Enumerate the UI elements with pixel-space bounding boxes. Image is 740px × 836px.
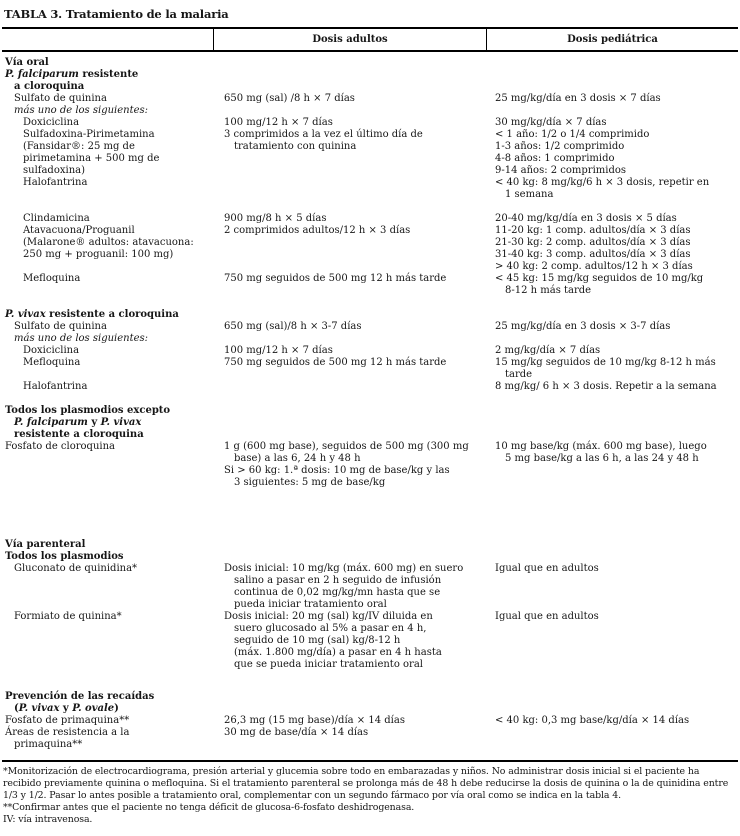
drug-label-cell bbox=[2, 105, 214, 117]
label-text: a cloroquina bbox=[14, 81, 85, 92]
drug-label-line bbox=[2, 405, 214, 417]
row-spacer bbox=[2, 671, 738, 691]
adult-dose-line: 750 mg seguidos de 500 mg 12 h más tarde bbox=[224, 273, 447, 284]
pediatric-dose-line: Igual que en adultos bbox=[495, 563, 599, 574]
pediatric-dose-line: 4-8 años: 1 comprimido bbox=[495, 153, 615, 164]
pediatric-dose-cell bbox=[487, 381, 738, 393]
pediatric-dose-line: tarde bbox=[505, 369, 533, 380]
pediatric-dose-cell bbox=[487, 539, 738, 551]
drug-label-line bbox=[2, 345, 214, 357]
adult-dose-cell bbox=[214, 321, 487, 333]
pediatric-dose-line: < 45 kg: 15 mg/kg seguidos de 10 mg/kg bbox=[495, 273, 704, 284]
table-row bbox=[2, 691, 738, 715]
table-row bbox=[2, 345, 738, 357]
drug-label-line bbox=[2, 429, 214, 441]
pediatric-dose-line: 21-30 kg: 2 comp. adultos/día × 3 días bbox=[495, 237, 691, 248]
drug-label-line bbox=[2, 417, 214, 429]
label-text: y bbox=[59, 703, 73, 714]
adult-dose-cell bbox=[214, 105, 487, 117]
table-row bbox=[2, 225, 738, 273]
drug-label-line bbox=[2, 57, 214, 69]
table-row bbox=[2, 129, 738, 201]
adult-dose-line: 100 mg/12 h × 7 días bbox=[224, 345, 333, 356]
pediatric-dose-line: 10 mg base/kg (máx. 600 mg base), luego bbox=[495, 441, 707, 452]
adult-dose-cell bbox=[214, 611, 487, 671]
table-row bbox=[2, 715, 738, 727]
drug-label-line bbox=[2, 93, 214, 105]
label-text: Vía oral bbox=[5, 57, 49, 68]
label-text: Halofantrina bbox=[23, 381, 88, 392]
drug-label-line bbox=[2, 273, 214, 285]
table-row bbox=[2, 551, 738, 563]
pediatric-dose-line: 11-20 kg: 1 comp. adultos/día × 3 días bbox=[495, 225, 691, 236]
pediatric-dose-line: < 40 kg: 0,3 mg base/kg/día × 14 días bbox=[495, 715, 690, 726]
adult-dose-cell bbox=[214, 715, 487, 727]
adult-dose-cell bbox=[214, 441, 487, 489]
pediatric-dose-cell bbox=[487, 69, 738, 93]
drug-label-line bbox=[2, 249, 214, 261]
drug-label-line bbox=[2, 381, 214, 393]
label-text: resistente bbox=[78, 69, 139, 80]
drug-label-cell bbox=[2, 213, 214, 225]
pediatric-dose-cell bbox=[487, 57, 738, 69]
pediatric-dose-line: 31-40 kg: 3 comp. adultos/día × 3 días bbox=[495, 249, 691, 260]
adult-dose-line: 900 mg/8 h × 5 días bbox=[224, 213, 327, 224]
label-text: Formiato de quinina* bbox=[14, 611, 122, 622]
drug-label-line bbox=[2, 551, 214, 563]
pediatric-dose-cell bbox=[487, 551, 738, 563]
drug-label-cell bbox=[2, 563, 214, 611]
pediatric-dose-line: < 1 año: 1/2 o 1/4 comprimido bbox=[495, 129, 650, 140]
adult-dose-line: salino a pasar en 2 h seguido de infusión bbox=[234, 575, 442, 586]
table-row bbox=[2, 309, 738, 321]
table-row bbox=[2, 727, 738, 751]
drug-label-line bbox=[2, 129, 214, 141]
footnote-text: IV: vía intravenosa. bbox=[3, 814, 93, 825]
table-row bbox=[2, 273, 738, 297]
label-text: P. vivax bbox=[18, 703, 60, 714]
drug-label-cell bbox=[2, 357, 214, 381]
drug-label-cell bbox=[2, 225, 214, 273]
drug-label-line bbox=[2, 81, 214, 93]
pediatric-dose-line: 8 mg/kg/ 6 h × 3 dosis. Repetir a la semana bbox=[495, 381, 717, 392]
drug-label-line bbox=[2, 105, 214, 117]
pediatric-dose-cell bbox=[487, 309, 738, 321]
table-body bbox=[2, 52, 738, 751]
label-text: Doxiciclina bbox=[23, 345, 80, 356]
adult-dose-cell bbox=[214, 69, 487, 93]
adult-dose-line: pueda iniciar tratamiento oral bbox=[234, 599, 387, 610]
adult-dose-line: continua de 0,02 mg/kg/mn hasta que se bbox=[234, 587, 441, 598]
drug-label-line bbox=[2, 321, 214, 333]
adult-dose-cell bbox=[214, 727, 487, 751]
label-text: P. falciparum bbox=[5, 69, 79, 80]
row-spacer bbox=[2, 297, 738, 309]
adult-dose-cell bbox=[214, 117, 487, 129]
adult-dose-cell bbox=[214, 357, 487, 381]
drug-label-line bbox=[2, 333, 214, 345]
drug-label-line bbox=[2, 237, 214, 249]
drug-label-cell bbox=[2, 309, 214, 321]
pediatric-dose-cell bbox=[487, 321, 738, 333]
label-text: Mefloquina bbox=[23, 273, 81, 284]
drug-label-cell bbox=[2, 381, 214, 393]
table-title: TABLA 3. Tratamiento de la malaria bbox=[4, 7, 229, 21]
label-text: (Malarone® adultos: atavacuona: bbox=[23, 237, 194, 248]
table-row bbox=[2, 563, 738, 611]
adult-dose-cell bbox=[214, 691, 487, 715]
pediatric-dose-cell bbox=[487, 727, 738, 751]
drug-label-line bbox=[2, 739, 214, 751]
pediatric-dose-cell bbox=[487, 715, 738, 727]
pediatric-dose-line: 25 mg/kg/día en 3 dosis × 3-7 días bbox=[495, 321, 671, 332]
label-text: P. vivax bbox=[5, 309, 46, 320]
label-text: P. vivax bbox=[100, 417, 142, 428]
label-text: resistente a cloroquina bbox=[14, 429, 144, 440]
adult-dose-line: 26,3 mg (15 mg base)/día × 14 días bbox=[224, 715, 405, 726]
drug-label-cell bbox=[2, 57, 214, 69]
table-row bbox=[2, 441, 738, 489]
drug-label-cell bbox=[2, 727, 214, 751]
drug-label-line bbox=[2, 117, 214, 129]
table-row bbox=[2, 381, 738, 393]
pediatric-dose-cell bbox=[487, 225, 738, 273]
pediatric-dose-cell bbox=[487, 563, 738, 611]
label-text: primaquina** bbox=[14, 739, 83, 750]
adult-dose-cell bbox=[214, 213, 487, 225]
label-text: P. falciparum bbox=[14, 417, 88, 428]
table-row bbox=[2, 57, 738, 69]
pediatric-dose-cell bbox=[487, 273, 738, 297]
drug-label-cell bbox=[2, 715, 214, 727]
label-text: Fosfato de primaquina** bbox=[5, 715, 130, 726]
adult-dose-line: 750 mg seguidos de 500 mg 12 h más tarde bbox=[224, 357, 447, 368]
table-row bbox=[2, 213, 738, 225]
label-text: Sulfato de quinina bbox=[14, 321, 107, 332]
adult-dose-line: suero glucosado al 5% a pasar en 4 h, bbox=[234, 623, 427, 634]
label-text: Todos los plasmodios bbox=[5, 551, 124, 562]
label-text: (Fansidar®: 25 mg de bbox=[23, 141, 135, 152]
row-spacer bbox=[2, 393, 738, 405]
label-text: P. ovale bbox=[72, 703, 115, 714]
drug-label-cell bbox=[2, 611, 214, 671]
adult-dose-line: Dosis inicial: 20 mg (sal) kg/IV diluida en bbox=[224, 611, 433, 622]
drug-label-cell bbox=[2, 333, 214, 345]
label-text: Doxiciclina bbox=[23, 117, 80, 128]
pediatric-dose-line: 25 mg/kg/día en 3 dosis × 7 días bbox=[495, 93, 661, 104]
label-text: Fosfato de cloroquina bbox=[5, 441, 115, 452]
pediatric-dose-cell bbox=[487, 93, 738, 105]
adult-dose-cell bbox=[214, 539, 487, 551]
label-text: Áreas de resistencia a la bbox=[5, 727, 130, 738]
adult-dose-line: 650 mg (sal) /8 h × 7 días bbox=[224, 93, 355, 104]
pediatric-dose-cell bbox=[487, 441, 738, 489]
adult-dose-line: tratamiento con quinina bbox=[234, 141, 357, 152]
adult-dose-cell bbox=[214, 93, 487, 105]
pediatric-dose-cell bbox=[487, 213, 738, 225]
label-text: ) bbox=[114, 703, 119, 714]
label-text: ( bbox=[14, 703, 19, 714]
adult-dose-line: que se pueda iniciar tratamiento oral bbox=[234, 659, 423, 670]
drug-label-cell bbox=[2, 93, 214, 105]
drug-label-line bbox=[2, 563, 214, 575]
label-text: resistente a cloroquina bbox=[45, 309, 179, 320]
label-text: pirimetamina + 500 mg de bbox=[23, 153, 160, 164]
table-header-row bbox=[2, 27, 738, 52]
adult-dose-cell bbox=[214, 551, 487, 563]
table-row bbox=[2, 69, 738, 93]
adult-dose-line: Dosis inicial: 10 mg/kg (máx. 600 mg) en suero bbox=[224, 563, 464, 574]
drug-label-line bbox=[2, 357, 214, 369]
adult-dose-cell bbox=[214, 563, 487, 611]
adult-dose-cell bbox=[214, 309, 487, 321]
pediatric-dose-cell bbox=[487, 345, 738, 357]
drug-label-line bbox=[2, 309, 214, 321]
label-text: Gluconato de quinidina* bbox=[14, 563, 138, 574]
adult-dose-line: Si > 60 kg: 1.ª dosis: 10 mg de base/kg y las bbox=[224, 465, 450, 476]
pediatric-dose-line: 1 semana bbox=[505, 189, 554, 200]
drug-label-cell bbox=[2, 405, 214, 441]
adult-dose-line: seguido de 10 mg (sal) kg/8-12 h bbox=[234, 635, 401, 646]
pediatric-dose-line: 20-40 mg/kg/día en 3 dosis × 5 días bbox=[495, 213, 677, 224]
footnotes-section bbox=[2, 762, 738, 826]
table-row bbox=[2, 117, 738, 129]
drug-label-line bbox=[2, 703, 214, 715]
drug-label-cell bbox=[2, 129, 214, 201]
table-row bbox=[2, 357, 738, 381]
pediatric-dose-cell bbox=[487, 357, 738, 381]
header-empty-cell bbox=[2, 29, 214, 50]
label-text: y bbox=[87, 417, 101, 428]
label-text: Sulfadoxina-Pirimetamina bbox=[23, 129, 155, 140]
drug-label-line bbox=[2, 441, 214, 453]
header-pediatric-doses: Dosis pediátrica bbox=[567, 33, 658, 45]
label-text: Halofantrina bbox=[23, 177, 88, 188]
adult-dose-cell bbox=[214, 57, 487, 69]
label-text: 250 mg + proguanil: 100 mg) bbox=[23, 249, 174, 260]
table-row bbox=[2, 93, 738, 105]
table-row bbox=[2, 333, 738, 345]
adult-dose-cell bbox=[214, 129, 487, 201]
drug-label-line bbox=[2, 177, 214, 189]
pediatric-dose-cell bbox=[487, 105, 738, 117]
pediatric-dose-cell bbox=[487, 405, 738, 441]
table-row bbox=[2, 321, 738, 333]
label-text: Clindamicina bbox=[23, 213, 90, 224]
label-text: Prevención de las recaídas bbox=[5, 691, 155, 702]
table-row bbox=[2, 539, 738, 551]
table-row bbox=[2, 611, 738, 671]
adult-dose-line: 650 mg (sal)/8 h × 3-7 días bbox=[224, 321, 362, 332]
label-text: Vía parenteral bbox=[5, 539, 86, 550]
drug-label-cell bbox=[2, 539, 214, 551]
drug-label-line bbox=[2, 225, 214, 237]
row-spacer bbox=[2, 489, 738, 539]
footnote-text: *Monitorización de electrocardiograma, presión arterial y glucemia sobre todo en embarazadas y niños. No administrar dosis inicial si el paciente ha recibido previamente quinina o mefloquina. Si el tratamiento parenteral se prolonga más de 48 h debe reducirse la dosis de quinina o la de quinidina entre 1/3 y 1/2. Pasar lo antes posible a tratamiento oral, complementar con un segundo fármaco por vía oral como se indica en la tabla 4. bbox=[3, 766, 729, 801]
pediatric-dose-line: 2 mg/kg/día × 7 días bbox=[495, 345, 601, 356]
table-row bbox=[2, 405, 738, 441]
drug-label-line bbox=[2, 727, 214, 739]
drug-label-cell bbox=[2, 691, 214, 715]
drug-label-cell bbox=[2, 441, 214, 489]
drug-label-cell bbox=[2, 273, 214, 297]
drug-label-cell bbox=[2, 345, 214, 357]
adult-dose-cell bbox=[214, 225, 487, 273]
drug-label-line bbox=[2, 715, 214, 727]
footnote-text: **Confirmar antes que el paciente no tenga déficit de glucosa-6-fosfato deshidrogenasa. bbox=[3, 802, 415, 813]
pediatric-dose-cell bbox=[487, 117, 738, 129]
adult-dose-cell bbox=[214, 345, 487, 357]
drug-label-cell bbox=[2, 69, 214, 93]
label-text: Sulfato de quinina bbox=[14, 93, 107, 104]
adult-dose-cell bbox=[214, 273, 487, 297]
adult-dose-line: 3 comprimidos a la vez el último día de bbox=[224, 129, 423, 140]
drug-label-cell bbox=[2, 117, 214, 129]
pediatric-dose-cell bbox=[487, 611, 738, 671]
drug-label-line bbox=[2, 611, 214, 623]
label-text: más uno de los siguientes: bbox=[14, 333, 149, 344]
pediatric-dose-cell bbox=[487, 691, 738, 715]
drug-label-line bbox=[2, 691, 214, 703]
pediatric-dose-line: Igual que en adultos bbox=[495, 611, 599, 622]
adult-dose-line: (máx. 1.800 mg/día) a pasar en 4 h hasta bbox=[234, 647, 442, 658]
pediatric-dose-line: 5 mg base/kg a las 6 h, a las 24 y 48 h bbox=[505, 453, 699, 464]
drug-label-cell bbox=[2, 321, 214, 333]
row-spacer bbox=[2, 201, 738, 213]
drug-label-line bbox=[2, 213, 214, 225]
adult-dose-line: 100 mg/12 h × 7 días bbox=[224, 117, 333, 128]
table-row bbox=[2, 105, 738, 117]
drug-label-line bbox=[2, 141, 214, 153]
drug-label-line bbox=[2, 69, 214, 81]
label-text: Todos los plasmodios excepto bbox=[5, 405, 171, 416]
adult-dose-line: 30 mg de base/día × 14 días bbox=[224, 727, 369, 738]
drug-label-line bbox=[2, 165, 214, 177]
pediatric-dose-line: 1-3 años: 1/2 comprimido bbox=[495, 141, 625, 152]
drug-label-line bbox=[2, 153, 214, 165]
header-adult-doses: Dosis adultos bbox=[214, 29, 487, 50]
drug-label-line bbox=[2, 539, 214, 551]
pediatric-dose-line: 8-12 h más tarde bbox=[505, 285, 592, 296]
adult-dose-line: 2 comprimidos adultos/12 h × 3 días bbox=[224, 225, 411, 236]
pediatric-dose-line: 30 mg/kg/día × 7 días bbox=[495, 117, 607, 128]
label-text: Mefloquina bbox=[23, 357, 81, 368]
adult-dose-line: 3 siguientes: 5 mg de base/kg bbox=[234, 477, 386, 488]
adult-dose-cell bbox=[214, 381, 487, 393]
pediatric-dose-line: > 40 kg: 2 comp. adultos/12 h × 3 días bbox=[495, 261, 693, 272]
pediatric-dose-line: 9-14 años: 2 comprimidos bbox=[495, 165, 627, 176]
label-text: más uno de los siguientes: bbox=[14, 105, 149, 116]
pediatric-dose-cell bbox=[487, 333, 738, 345]
adult-dose-line: base) a las 6, 24 h y 48 h bbox=[234, 453, 361, 464]
label-text: sulfadoxina) bbox=[23, 165, 85, 176]
label-text: Atavacuona/Proguanil bbox=[23, 225, 135, 236]
adult-dose-cell bbox=[214, 333, 487, 345]
pediatric-dose-cell bbox=[487, 129, 738, 201]
drug-label-cell bbox=[2, 551, 214, 563]
adult-dose-cell bbox=[214, 405, 487, 441]
pediatric-dose-line: < 40 kg: 8 mg/kg/6 h × 3 dosis, repetir en bbox=[495, 177, 710, 188]
pediatric-dose-line: 15 mg/kg seguidos de 10 mg/kg 8-12 h más bbox=[495, 357, 716, 368]
adult-dose-line: 1 g (600 mg base), seguidos de 500 mg (300 mg bbox=[224, 441, 469, 452]
